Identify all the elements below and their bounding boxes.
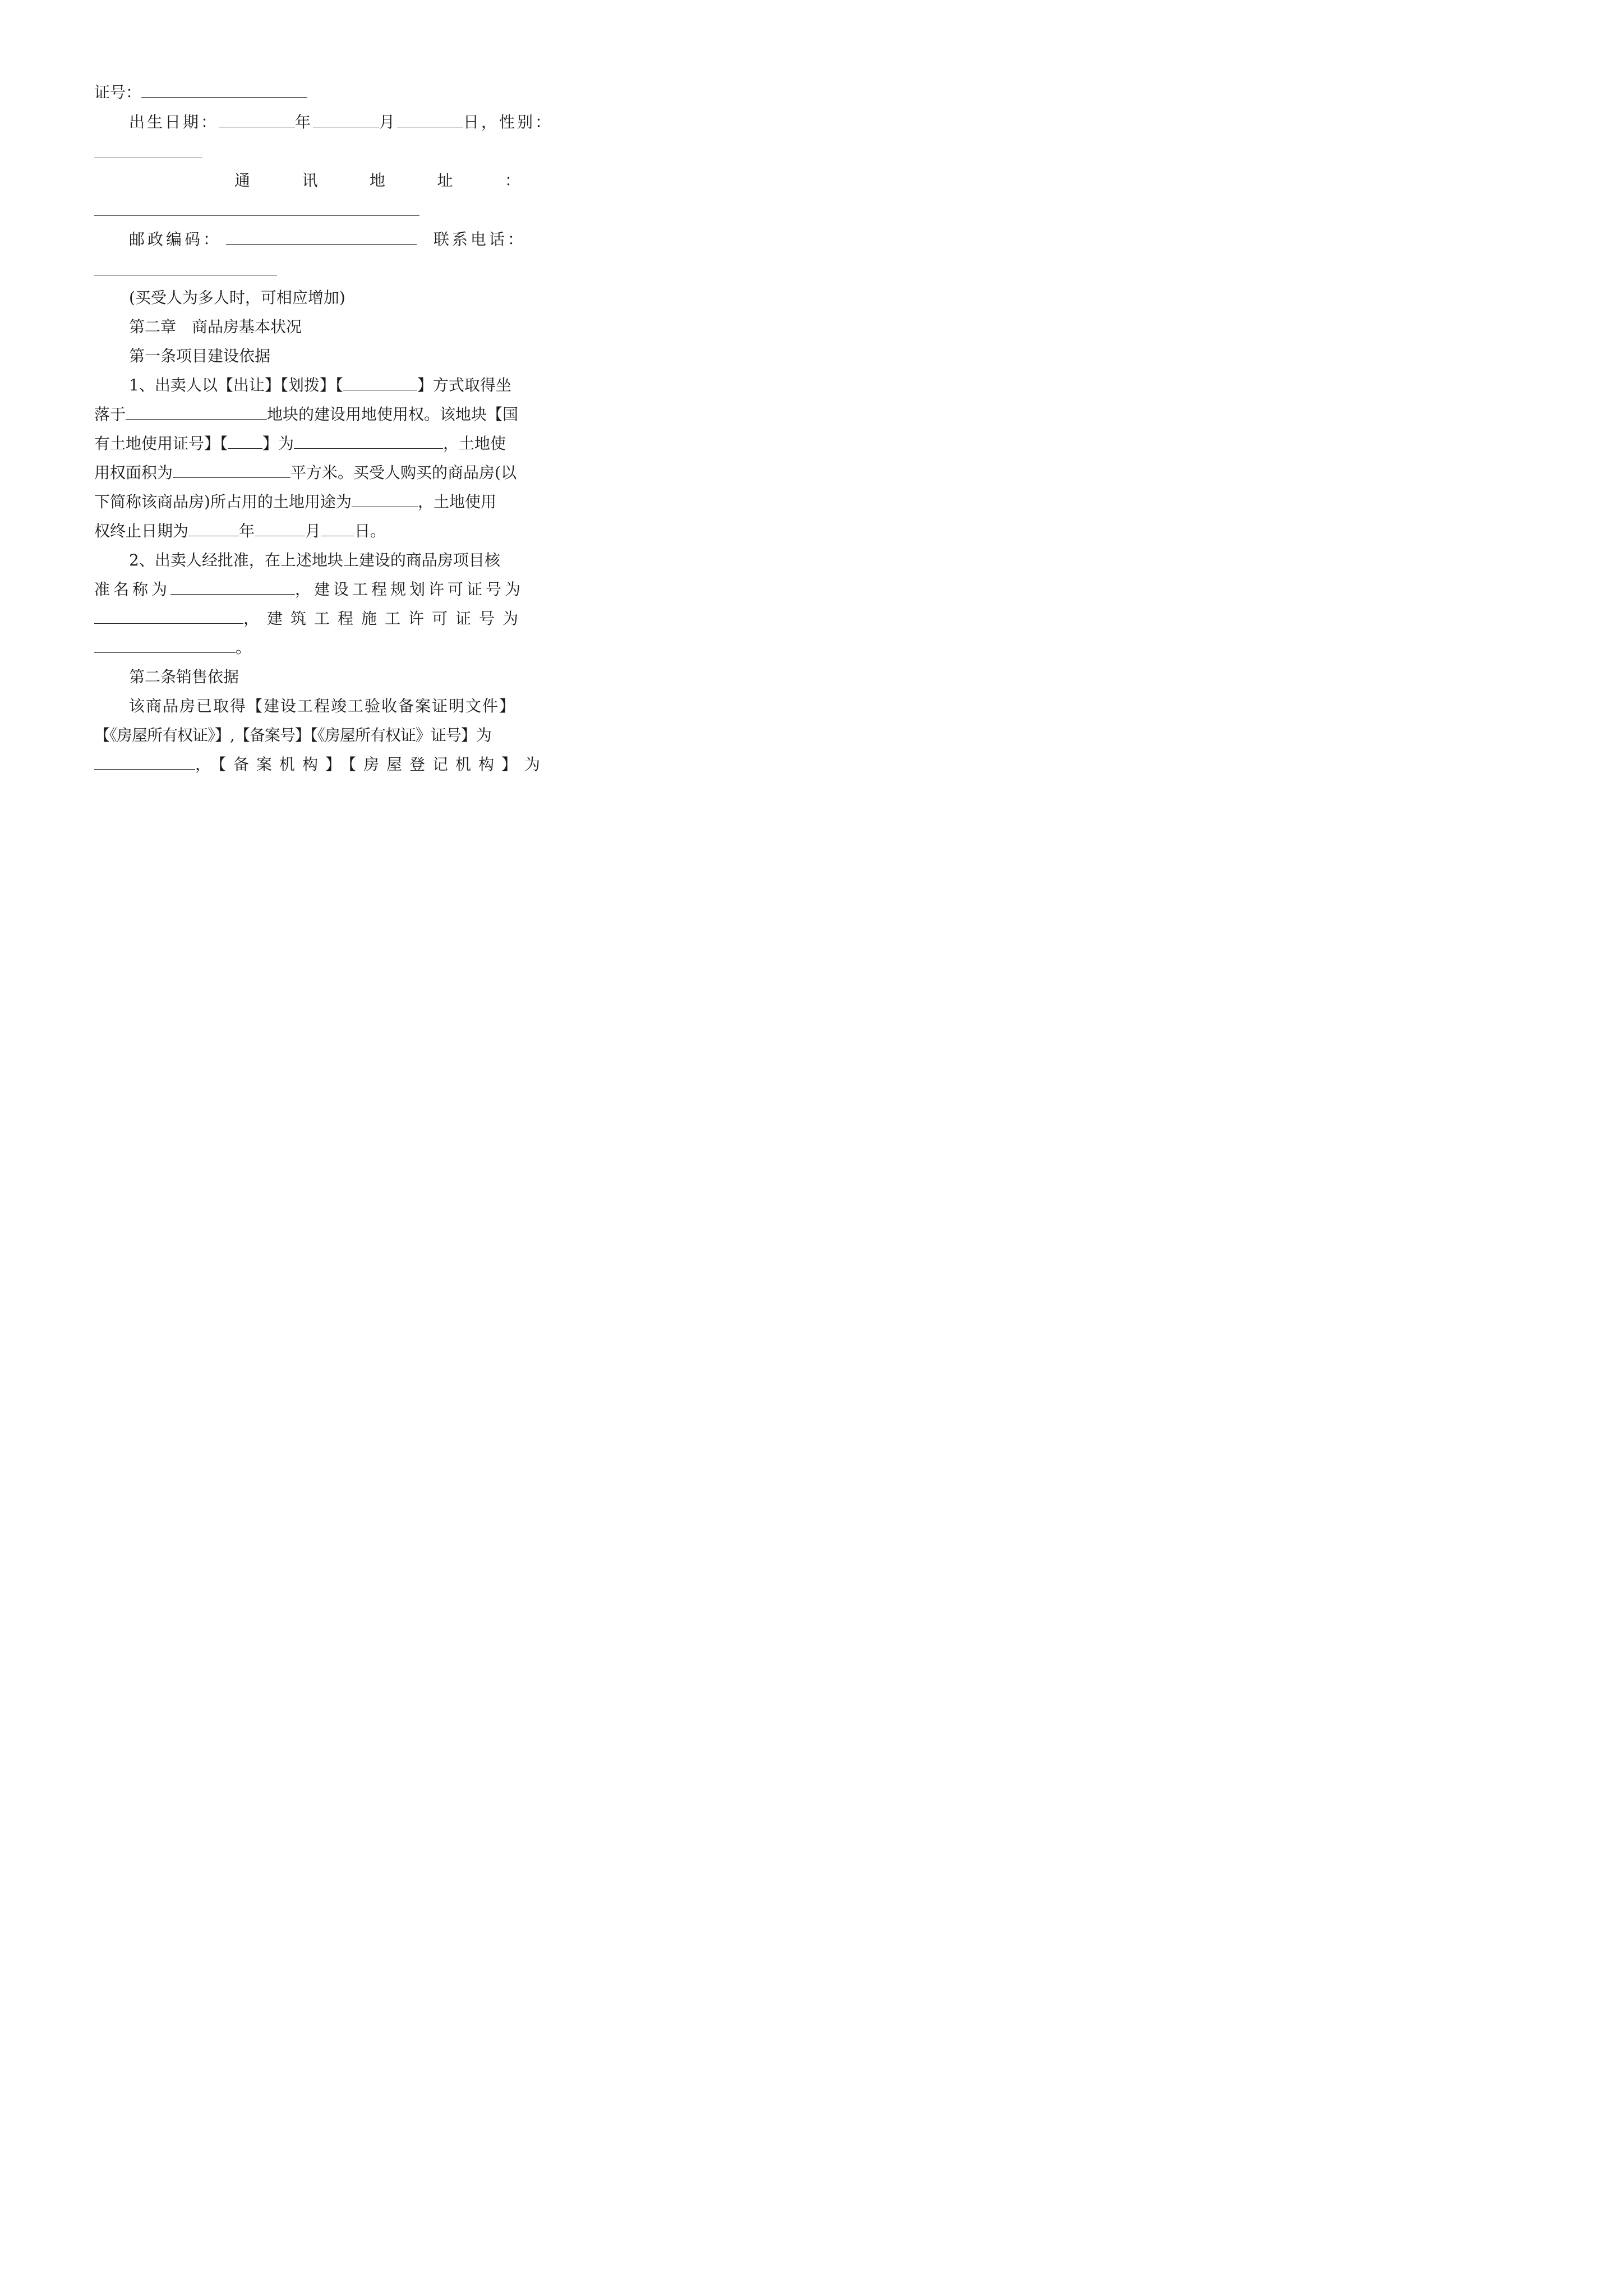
article-1-heading: 第一条项目建设依据 [129, 347, 271, 365]
address-line [234, 169, 520, 192]
document-page [0, 0, 617, 873]
note-line: (买受人为多人时，可相应增加) [129, 288, 345, 307]
p1-line-5: 下简称该商品房)所占用的土地用途为 ，土地使用 [94, 491, 529, 513]
phone-label: 联系电话： [434, 230, 527, 249]
p2-line-3: ，建筑工程施工许可证号为 [94, 608, 529, 630]
chapter-heading: 第二章 商品房基本状况 [129, 318, 302, 336]
birth-year-blank [219, 111, 295, 127]
land-use-blank [352, 491, 418, 507]
id-number-line [94, 81, 529, 104]
birth-day-blank [397, 111, 463, 127]
birth-date-line [129, 111, 554, 134]
id-number-label: 证号： [94, 83, 142, 102]
p3-line-1: 该商品房已取得【建设工程竣工验收备案证明文件】 [129, 697, 517, 715]
p1-line-1: 1、出卖人以【出让】【划拨】【 】方式取得坐 [129, 374, 529, 397]
filing-number-blank [94, 753, 195, 770]
article-2-heading: 第二条销售依据 [129, 668, 239, 686]
p1-line-6: 权终止日期为 年 月 日。 [94, 520, 529, 542]
postal-code-label: 邮政编码： [129, 230, 222, 249]
cert-type-blank [228, 432, 262, 449]
p2-line-1: 2、出卖人经批准，在上述地块上建设的商品房项目核 [129, 551, 500, 569]
p2-line-4: 。 [94, 637, 529, 659]
birth-month-blank [313, 111, 379, 127]
birth-date-label: 出生日期： [129, 113, 219, 131]
day-gender-label: 日，性别： [463, 113, 554, 131]
end-year-blank [188, 520, 239, 536]
end-month-blank [255, 520, 305, 536]
construction-permit-blank [94, 637, 236, 653]
end-day-blank [321, 520, 354, 536]
address-blank [94, 215, 419, 216]
id-number-blank [141, 81, 307, 98]
location-blank [126, 403, 267, 420]
address-label: 通 讯 地 址 ： [234, 171, 520, 190]
acquisition-method-blank [343, 374, 417, 390]
p1-line-4: 用权面积为 平方米。买受人购买的商品房(以 [94, 462, 529, 484]
p3-line-2: 【《房屋所有权证》】,【备案号】【《房屋所有权证》证号】为 [94, 726, 491, 744]
p2-line-2: 准名称为 ，建设工程规划许可证号为 [94, 578, 529, 601]
postal-phone-line [129, 228, 529, 251]
month-label: 月 [379, 113, 398, 131]
p1-line-2: 落于 地块的建设用地使用权。该地块【国 [94, 403, 529, 426]
postal-code-blank [226, 228, 417, 245]
land-cert-number-blank [294, 432, 443, 449]
p3-line-3: ，【备案机构】【房屋登记机构】为 [94, 753, 529, 776]
land-area-blank [173, 462, 291, 478]
p1-line-3: 有土地使用证号】【 】为 ，土地使 [94, 432, 529, 455]
project-name-blank [170, 578, 295, 595]
year-label: 年 [295, 113, 313, 131]
planning-permit-blank [94, 608, 243, 624]
